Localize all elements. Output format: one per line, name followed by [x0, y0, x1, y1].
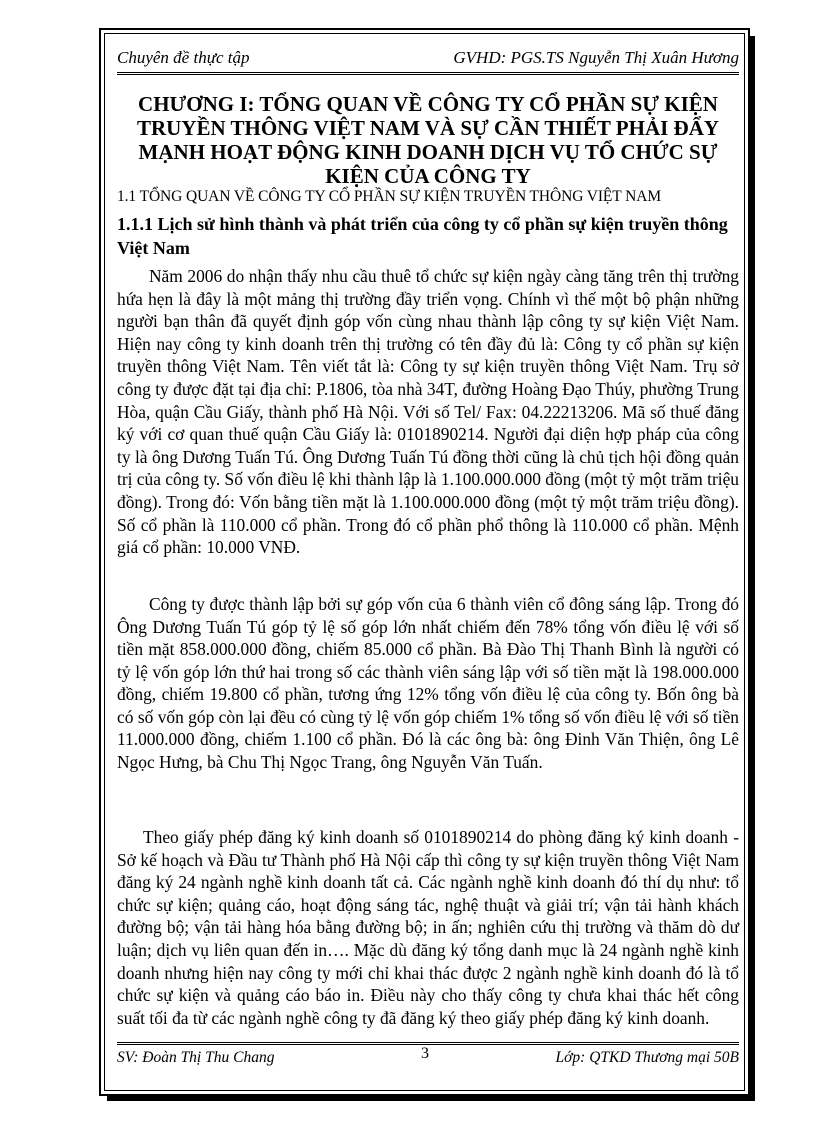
- footer-student-name: SV: Đoàn Thị Thu Chang: [117, 1049, 275, 1066]
- page-footer: [117, 1042, 739, 1075]
- paragraph-1: Năm 2006 do nhận thấy nhu cầu thuê tổ chức sự kiện ngày càng tăng trên thị trường hứa hẹn là đây là một mảng thị trường đầy triển vọng. Chính vì thế một bộ phận những người bạn thân đã quyết định góp vốn cùng nhau thành lập công ty sự kiện Việt Nam. Hiện nay công ty kinh doanh trên thị trường có tên đầy đủ là: Công ty cổ phần sự kiện truyền thông Việt Nam. Tên viết tắt là: Công ty sự kiện truyền thông Việt Nam. Trụ sở công ty được đặt tại địa chỉ: P.1806, tòa nhà 34T, đường Hoàng Đạo Thúy, phường Trung Hòa, quận Cầu Giấy, thành phố Hà Nội. Với số Tel/ Fax: 04.22213206. Mã số thuế đăng ký với cơ quan thuế quận Cầu Giấy là: 0101890214. Người đại diện hợp pháp của công ty là ông Dương Tuấn Tú. Ông Dương Tuấn Tú đồng thời cũng là chủ tịch hội đồng quản trị của công ty. Số vốn điều lệ khi thành lập là 1.100.000.000 đồng (một tỷ một trăm triệu đồng). Trong đó: Vốn bằng tiền mặt là 1.100.000.000 đồng (một tỷ một trăm triệu đồng). Số cổ phần là 110.000 cổ phần. Trong đó cổ phần phổ thông là 110.000 cổ phần. Mệnh giá cổ phần: 10.000 VNĐ.: [117, 266, 739, 558]
- paragraph-3: Theo giấy phép đăng ký kinh doanh số 0101890214 do phòng đăng ký kinh doanh - Sở kế hoạch và Đầu tư Thành phố Hà Nội cấp thì công ty sự kiện truyền thông Việt Nam đăng ký 24 ngành nghề kinh doanh tất cả. Các ngành nghề kinh doanh đó thí dụ như: tổ chức sự kiện; quảng cáo, hoạt động sáng tác, nghệ thuật và giải trí; vận tải hành khách đường bộ; vận tải hàng hóa bằng đường bộ; in ấn; nghiên cứu thị trường và thăm dò dư luận; dịch vụ liên quan đến in…. Mặc dù đăng ký tổng danh mục là 24 ngành nghề kinh doanh nhưng hiện nay công ty mới chỉ khai thác được 2 ngành nghề kinh doanh đó là tổ chức sự kiện và quảng cáo báo in. Điều này cho thấy công ty chưa khai thác hết công suất tối đa từ các ngành nghề công ty đã đăng ký theo giấy phép đăng ký kinh doanh.: [117, 827, 739, 1028]
- footer-class-name: Lớp: QTKD Thương mại 50B: [555, 1049, 739, 1066]
- paragraph-2: Công ty được thành lập bởi sự góp vốn của 6 thành viên cổ đông sáng lập. Trong đó Ông Dương Tuấn Tú góp tỷ lệ số góp lớn nhất chiếm đến 78% tổng vốn điều lệ với số tiền mặt 858.000.000 đồng, chiếm 85.000 cổ phần. Bà Đào Thị Thanh Bình là người có tỷ lệ vốn góp lớn thứ hai trong số các thành viên sáng lập với số tiền mặt là 198.000.000 đồng, chiếm 19.800 cổ phần, tương ứng 12% tổng vốn điều lệ của công ty. Bốn ông bà có số vốn góp còn lại đều có cùng tỷ lệ vốn góp chiếm 1% tổng số vốn điều lệ với số tiền 11.000.000 đồng, chiếm 1.100 cổ phần. Đó là các ông bà: ông Đinh Văn Thiện, ông Lê Ngọc Hưng, bà Chu Thị Ngọc Trang, ông Nguyễn Văn Tuấn.: [117, 594, 739, 772]
- header-right-text: GVHD: PGS.TS Nguyễn Thị Xuân Hương: [453, 48, 739, 67]
- page-border-shadow-right: [750, 36, 755, 1098]
- section-heading-1-1: 1.1 TỔNG QUAN VỀ CÔNG TY CỔ PHẦN SỰ KIỆN TRUYỀN THÔNG VIỆT NAM: [117, 188, 662, 205]
- page-number: 3: [421, 1045, 429, 1062]
- page-border-shadow-bottom: [107, 1096, 755, 1101]
- page-header: [117, 46, 739, 75]
- section-heading-1-1-1: 1.1.1 Lịch sử hình thành và phát triển của công ty cổ phần sự kiện truyền thông Việt Nam: [117, 214, 728, 258]
- header-left-text: Chuyên đề thực tập: [117, 48, 250, 67]
- chapter-title: CHƯƠNG I: TỔNG QUAN VỀ CÔNG TY CỔ PHẦN SỰ KIỆN TRUYỀN THÔNG VIỆT NAM VÀ SỰ CẦN THIẾT PHẢI ĐẨY MẠNH HOẠT ĐỘNG KINH DOANH DỊCH VỤ TỔ CHỨC SỰ KIỆN CỦA CÔNG TY: [136, 92, 720, 188]
